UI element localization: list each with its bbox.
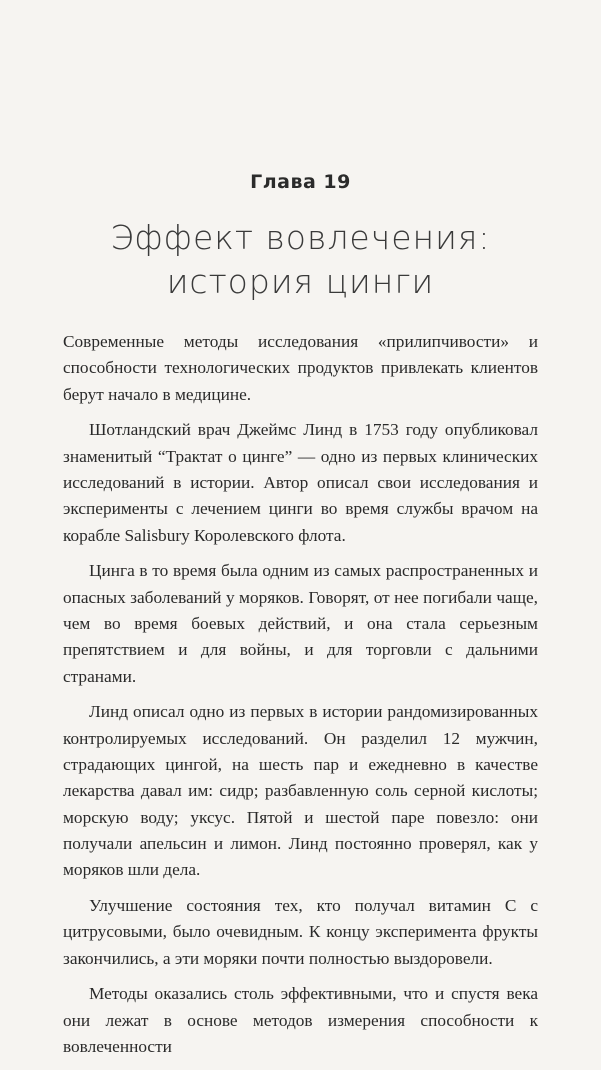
chapter-title-line-2: история цинги — [166, 262, 435, 301]
chapter-title-line-1: Эффект вовлечения: — [110, 218, 491, 257]
chapter-number: Глава 19 — [250, 171, 351, 193]
paragraph-1: Современные методы исследования «прилипчивости» и способности технологических продуктов привлекать клиентов берут начало в медицине. — [63, 332, 538, 404]
paragraph-5: Улучшение состояния тех, кто получал витамин С с цитрусовыми, было очевидным. К концу эксперимента фрукты закончились, а эти моряки почти полностью выздоровели. — [63, 895, 538, 968]
chapter-title — [0, 216, 601, 304]
paragraph-4: Линд описал одно из первых в истории рандомизированных контролируемых исследований. Он разделил 12 мужчин, страдающих цингой, на шесть пар и ежедневно в качестве лекарства давал им: сидр; разбавленную соль серной кислоты; морскую воду; уксус. Пятой и шестой паре повезло: они получали апельсин и лимон. Линд постоянно проверял, как у моряков шли дела. — [63, 702, 538, 880]
paragraph-3: Цинга в то время была одним из самых распространенных и опасных заболеваний у моряков. Говорят, от нее погибали чаще, чем во время боевых действий, и она стала серьезным препятствием и для войны, и для торговли с дальними странами. — [63, 561, 538, 686]
chapter-body — [63, 329, 538, 1070]
paragraph-6: Методы оказались столь эффективными, что и спустя века они лежат в основе методов измерения способности к вовлеченности — [63, 984, 538, 1056]
paragraph-2: Шотландский врач Джеймс Линд в 1753 году опубликовал знаменитый “Трактат о цинге” — одно из первых клинических исследований в истории. Автор описал свои исследования и эксперименты с лечением цинги во время службы врачом на корабле Salisbury Королевского флота. — [63, 420, 538, 545]
